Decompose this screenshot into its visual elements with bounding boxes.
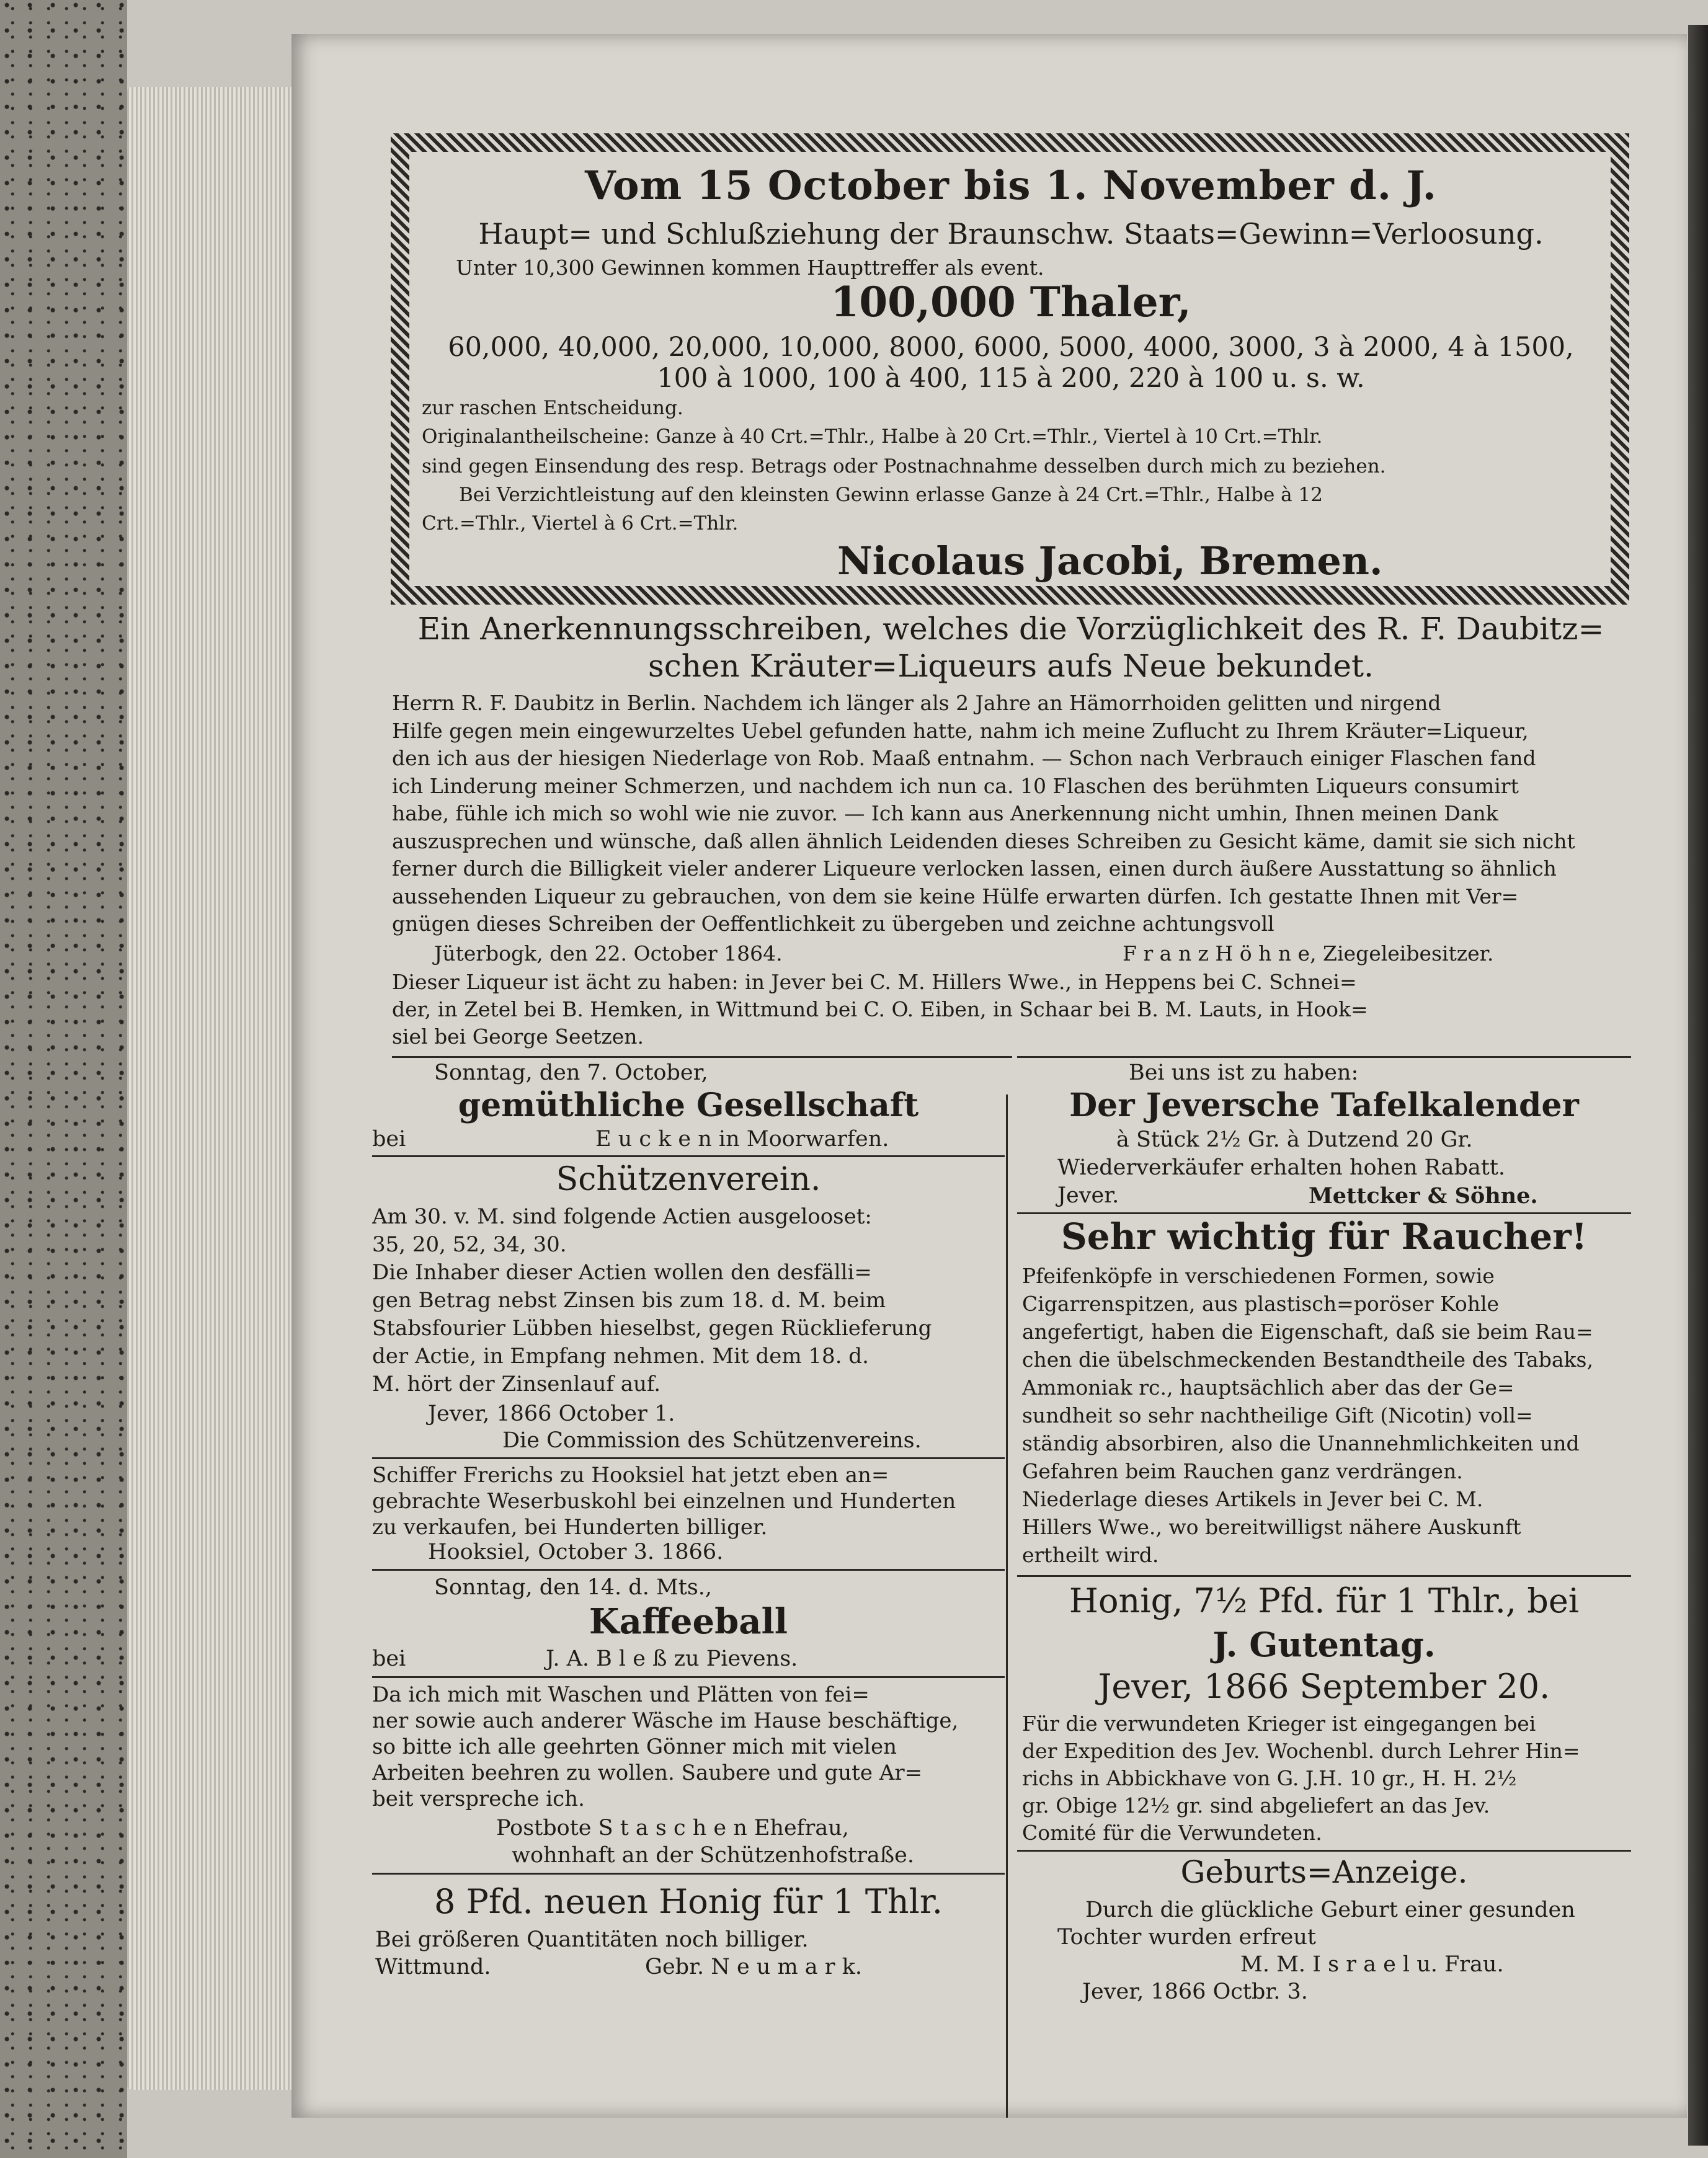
liqueur-place-date: Jüterbogk, den 22. October 1864. <box>434 941 783 966</box>
weserbuskohl-date: Hooksiel, October 3. 1866. <box>428 1540 724 1565</box>
raucher-line: angefertigt, haben die Eigenschaft, daß sie beim Rau= <box>1022 1320 1593 1344</box>
liqueur-seller-line: Dieser Liqueur ist ächt zu haben: in Jever bei C. M. Hillers Wwe., in Heppens bei C. Schnei= <box>392 970 1357 994</box>
divider-right-3 <box>1017 1850 1631 1852</box>
lottery-shares-2: sind gegen Einsendung des resp. Betrags oder Postnachnahme desselben durch mich zu beziehen. <box>422 455 1386 477</box>
kaffeeball-bei: bei <box>372 1646 406 1671</box>
liqueur-body-line: ferner durch die Billigkeit vieler anderer Liqueure verlocken lassen, einen durch äußere Ausstattung so ähnlich <box>392 856 1557 881</box>
raucher-line: Cigarrenspitzen, aus plastisch=poröser Kohle <box>1022 1292 1500 1316</box>
kaffeeball-host: J. A. B l e ß zu Pievens. <box>546 1646 798 1671</box>
lottery-shares-1: Originalantheilscheine: Ganze à 40 Crt.=Thlr., Halbe à 20 Crt.=Thlr., Viertel à 10 Crt.=Thlr. <box>422 425 1323 448</box>
raucher-line: Ammoniak rc., hauptsächlich aber das der Ge= <box>1022 1375 1515 1400</box>
tafelkalender-title: Der Jeversche Tafelkalender <box>1069 1086 1579 1124</box>
lottery-signature: Nicolaus Jacobi, Bremen. <box>837 538 1383 584</box>
raucher-line: Gefahren beim Rauchen ganz verdrängen. <box>1022 1459 1463 1483</box>
gesellschaft-title: gemüthliche Gesellschaft <box>458 1086 919 1124</box>
lottery-subline: Haupt= und Schlußziehung der Braunschw. Staats=Gewinn=Verloosung. <box>478 217 1544 251</box>
tafelkalender-place: Jever. <box>1057 1183 1119 1208</box>
schuetzen-title: Schützenverein. <box>556 1161 821 1198</box>
divider-right-1 <box>1017 1212 1631 1214</box>
liqueur-body-line: den ich aus der hiesigen Niederlage von Rob. Maaß entnahm. — Schon nach Verbrauch einiger Flaschen fand <box>392 746 1536 770</box>
verwundete-text <box>1022 1710 1633 1847</box>
waesche-line: Arbeiten beehren zu wollen. Saubere und gute Ar= <box>372 1761 923 1785</box>
waesche-sign-1: Postbote S t a s c h e n Ehefrau, <box>496 1816 849 1841</box>
weserbuskohl-text <box>372 1462 1005 1540</box>
divider-right-2 <box>1017 1575 1631 1577</box>
liqueur-sellers <box>392 969 1632 1050</box>
schuetzen-line: der Actie, in Empfang nehmen. Mit dem 18. d. <box>372 1344 869 1369</box>
waesche-line: ner sowie auch anderer Wäsche im Hause beschäftige, <box>372 1708 959 1733</box>
raucher-line: Hillers Wwe., wo bereitwilligst nähere Auskunft <box>1022 1515 1521 1539</box>
divider-left-1 <box>372 1155 1005 1157</box>
schuetzen-line: 35, 20, 52, 34, 30. <box>372 1232 567 1257</box>
gesellschaft-bei: bei <box>372 1127 406 1152</box>
geburt-line-2: Tochter wurden erfreut <box>1057 1925 1316 1950</box>
raucher-line: ständig absorbiren, also die Unannehmlichkeiten und <box>1022 1431 1580 1455</box>
honig-neumark-title: 8 Pfd. neuen Honig für 1 Thlr. <box>434 1882 943 1921</box>
liqueur-body-line: auszusprechen und wünsche, daß allen ähnlich Leidenden dieses Schreiben zu Gesicht käme, damit sie sich nicht <box>392 828 1575 853</box>
raucher-line: chen die übelschmeckenden Bestandtheile des Tabaks, <box>1022 1348 1593 1372</box>
liqueur-body-line: Hilfe gegen mein eingewurzeltes Uebel gefunden hatte, nahm ich meine Zuflucht zu Ihrem Kräuter=Liqueur, <box>392 718 1529 743</box>
honig-gutentag-date: Jever, 1866 September 20. <box>1098 1667 1550 1706</box>
geburt-line-1: Durch die glückliche Geburt einer gesunden <box>1085 1898 1575 1922</box>
divider-left-4 <box>372 1676 1005 1678</box>
lottery-intro: Unter 10,300 Gewinnen kommen Haupttreffer als event. <box>456 255 1044 280</box>
liqueur-title-2: schen Kräuter=Liqueurs aufs Neue bekundet. <box>648 648 1374 684</box>
divider-left-3 <box>372 1569 1005 1571</box>
liqueur-seller-line: der, in Zetel bei B. Hemken, in Wittmund bei C. O. Eiben, in Schaar bei B. M. Lauts, in Hook= <box>392 997 1368 1021</box>
raucher-title: Sehr wichtig für Raucher! <box>1061 1215 1588 1258</box>
lottery-headline: Vom 15 October bis 1. November d. J. <box>585 162 1437 209</box>
lottery-jackpot: 100,000 Thaler, <box>830 278 1191 326</box>
tafelkalender-intro: Bei uns ist zu haben: <box>1129 1060 1359 1085</box>
raucher-line: Niederlage dieses Artikels in Jever bei C. M. <box>1022 1487 1483 1511</box>
lottery-decision: zur raschen Entscheidung. <box>422 397 683 419</box>
schuetzen-line: M. hört der Zinsenlauf auf. <box>372 1372 661 1396</box>
tafelkalender-resale: Wiederverkäufer erhalten hohen Rabatt. <box>1057 1155 1506 1180</box>
geburt-title: Geburts=Anzeige. <box>1180 1854 1468 1890</box>
raucher-text <box>1022 1262 1633 1569</box>
schuetzen-line: gen Betrag nebst Zinsen bis zum 18. d. M. beim <box>372 1288 886 1313</box>
liqueur-body-line: aussehenden Liqueur zu gebrauchen, von dem sie keine Hülfe erwarten dürfen. Ich gestatte Ihnen mit Ver= <box>392 884 1519 908</box>
book-page-stack <box>127 87 295 2090</box>
gesellschaft-date: Sonntag, den 7. October, <box>434 1060 708 1085</box>
honig-neumark-place: Wittmund. <box>375 1955 491 1979</box>
liqueur-title-1: Ein Anerkennungsschreiben, welches die Vorzüglichkeit des R. F. Daubitz= <box>417 611 1604 647</box>
lottery-waiver-2: Crt.=Thlr., Viertel à 6 Crt.=Thlr. <box>422 512 739 535</box>
raucher-line: ertheilt wird. <box>1022 1543 1159 1567</box>
liqueur-body <box>392 690 1632 938</box>
waesche-line: beit verspreche ich. <box>372 1787 585 1811</box>
divider-main-right <box>1017 1056 1631 1058</box>
raucher-line: sundheit so sehr nachtheilige Gift (Nicotin) voll= <box>1022 1403 1533 1428</box>
divider-left-2 <box>372 1457 1005 1459</box>
raucher-line: Pfeifenköpfe in verschiedenen Formen, sowie <box>1022 1264 1495 1288</box>
verwundete-line: der Expedition des Jev. Wochenbl. durch Lehrer Hin= <box>1022 1739 1580 1763</box>
tafelkalender-firm: Mettcker & Söhne. <box>1309 1183 1538 1209</box>
liqueur-body-line: habe, fühle ich mich so wohl wie nie zuvor. — Ich kann aus Anerkennung nicht umhin, Ihnen meinen Dank <box>392 801 1498 825</box>
lottery-waiver-1: Bei Verzichtleistung auf den kleinsten Gewinn erlasse Ganze à 24 Crt.=Thlr., Halbe à 12 <box>459 484 1323 506</box>
schuetzen-line: Stabsfourier Lübben hieselbst, gegen Rücklieferung <box>372 1316 932 1341</box>
waesche-line: so bitte ich alle geehrten Gönner mich mit vielen <box>372 1734 897 1759</box>
liqueur-body-line: Herrn R. F. Daubitz in Berlin. Nachdem ich länger als 2 Jahre an Hämorrhoiden gelitten und nirgend <box>392 691 1441 715</box>
schuetzen-line: Die Inhaber dieser Actien wollen den desfälli= <box>372 1260 872 1285</box>
book-edge <box>0 0 127 2158</box>
schuetzen-line: Am 30. v. M. sind folgende Actien ausgelooset: <box>372 1204 872 1229</box>
honig-gutentag-seller: J. Gutentag. <box>1212 1625 1436 1664</box>
kaffeeball-date: Sonntag, den 14. d. Mts., <box>434 1575 713 1600</box>
verwundete-line: Comité für die Verwundeten. <box>1022 1821 1322 1845</box>
geburt-date: Jever, 1866 Octbr. 3. <box>1082 1979 1308 2004</box>
waesche-line: Da ich mich mit Waschen und Plätten von fei= <box>372 1682 870 1707</box>
weserbuskohl-line: zu verkaufen, bei Hunderten billiger. <box>372 1515 768 1540</box>
verwundete-line: Für die verwundeten Krieger ist eingegangen bei <box>1022 1712 1536 1736</box>
lottery-prizes-2: 100 à 1000, 100 à 400, 115 à 200, 220 à 100 u. s. w. <box>657 363 1365 394</box>
verwundete-line: richs in Abbickhave von G. J.H. 10 gr., H. H. 2½ <box>1022 1766 1517 1790</box>
honig-neumark-firm: Gebr. N e u m a r k. <box>645 1955 862 1979</box>
tafelkalender-price: à Stück 2½ Gr. à Dutzend 20 Gr. <box>1116 1127 1473 1152</box>
book-right-edge <box>1688 25 1708 2146</box>
liqueur-signer: F r a n z H ö h n e, Ziegeleibesitzer. <box>1123 941 1494 966</box>
honig-gutentag-title: Honig, 7½ Pfd. für 1 Thlr., bei <box>1069 1581 1580 1620</box>
waesche-text <box>372 1682 1005 1812</box>
liqueur-body-line: ich Linderung meiner Schmerzen, und nachdem ich nun ca. 10 Flaschen des berühmten Liqueurs consumirt <box>392 773 1519 798</box>
gesellschaft-host: E u c k e n in Moorwarfen. <box>595 1127 889 1152</box>
lottery-prizes-1: 60,000, 40,000, 20,000, 10,000, 8000, 6000, 5000, 4000, 3000, 3 à 2000, 4 à 1500, <box>448 332 1574 363</box>
schuetzen-sign: Die Commission des Schützenvereins. <box>502 1428 922 1453</box>
verwundete-line: gr. Obige 12½ gr. sind abgeliefert an das Jev. <box>1022 1793 1490 1818</box>
weserbuskohl-line: gebrachte Weserbuskohl bei einzelnen und Hunderten <box>372 1489 956 1514</box>
kaffeeball-title: Kaffeeball <box>589 1601 788 1642</box>
honig-neumark-line: Bei größeren Quantitäten noch billiger. <box>375 1927 809 1952</box>
geburt-sign: M. M. I s r a e l u. Frau. <box>1240 1952 1504 1977</box>
waesche-sign-2: wohnhaft an der Schützenhofstraße. <box>512 1843 915 1868</box>
column-rule <box>1006 1095 1008 2118</box>
liqueur-body-line: gnügen dieses Schreiben der Oeffentlichkeit zu übergeben und zeichne achtungsvoll <box>392 912 1274 936</box>
schuetzen-text <box>372 1203 1005 1398</box>
schuetzen-date: Jever, 1866 October 1. <box>428 1401 675 1426</box>
divider-main <box>392 1056 1012 1058</box>
divider-left-5 <box>372 1873 1005 1875</box>
weserbuskohl-line: Schiffer Frerichs zu Hooksiel hat jetzt eben an= <box>372 1463 889 1488</box>
liqueur-seller-line: siel bei George Seetzen. <box>392 1024 644 1049</box>
